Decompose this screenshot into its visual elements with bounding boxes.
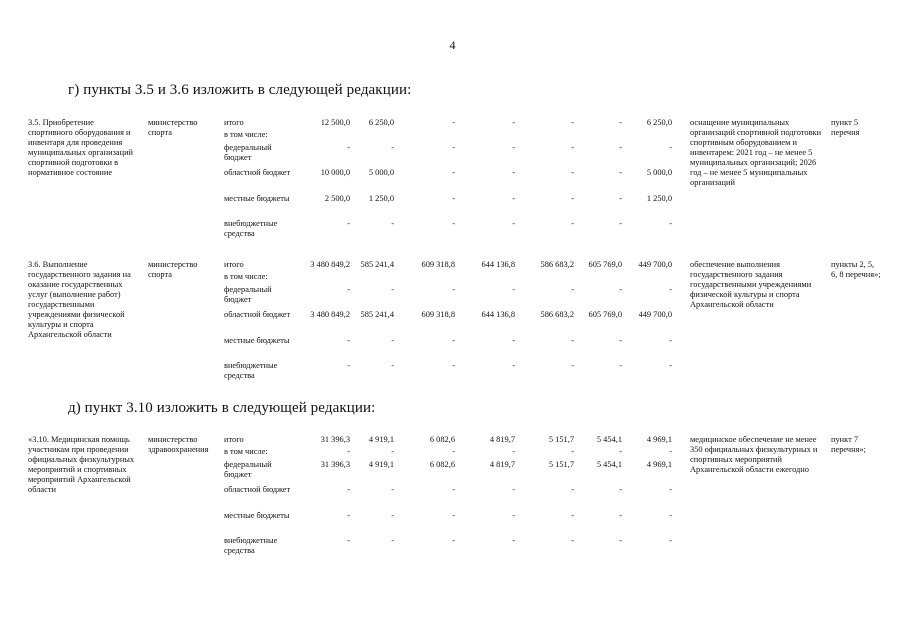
- amount-cell: 5 151,7: [548, 435, 574, 444]
- amount-cell: -: [452, 168, 455, 177]
- amount-cell: -: [452, 118, 455, 127]
- amount-cell: -: [619, 361, 622, 370]
- financing-line: [28, 272, 878, 282]
- financing-line: [28, 285, 878, 304]
- amount-cell: -: [571, 336, 574, 345]
- amount-cell: 5 454,1: [596, 435, 622, 444]
- amount-cell: -: [669, 143, 672, 152]
- amount-cell: 1 250,0: [368, 194, 394, 203]
- amount-cell: -: [669, 336, 672, 345]
- amount-cell: -: [452, 536, 455, 545]
- funding-source: итого: [224, 260, 244, 269]
- amount-cell: -: [571, 194, 574, 203]
- amount-cell: 3 480 849,2: [310, 310, 350, 319]
- amount-cell: 1 250,0: [646, 194, 672, 203]
- funding-source: в том числе:: [224, 130, 268, 139]
- amount-cell: 586 683,2: [540, 310, 574, 319]
- row-name: 3.5. Приобретение спортивного оборудования и инвентаря для проведения муниципальных организаций спортивной подготовки в нормативное состояние: [28, 118, 134, 177]
- row-name: «3.10. Медицинская помощь участникам при проведении официальных физкультурных мероприятий и спортивных мероприятий Архангельской области: [28, 435, 135, 494]
- financing-line: [28, 143, 878, 162]
- amount-cell: -: [512, 361, 515, 370]
- amount-cell: -: [347, 511, 350, 520]
- financing-line: [28, 260, 878, 270]
- amount-cell: 6 250,0: [368, 118, 394, 127]
- amount-cell: 4 819,7: [489, 460, 515, 469]
- amount-cell: -: [669, 485, 672, 494]
- financing-line: [28, 168, 878, 178]
- heading-g: г) пункты 3.5 и 3.6 изложить в следующей редакции:: [68, 82, 412, 98]
- row-goal: оснащение муниципальных организаций спортивной подготовки спортивным оборудованием и инвентарем: 2021 год – не менее 5 муниципальных организаций; 2026 год – не менее 5 муниципальных организаций: [690, 118, 822, 187]
- amount-cell: 605 769,0: [588, 310, 622, 319]
- funding-source: федеральный бюджет: [224, 143, 272, 162]
- financing-line: [28, 536, 878, 555]
- amount-cell: -: [619, 336, 622, 345]
- amount-cell: -: [619, 447, 622, 456]
- amount-cell: -: [571, 168, 574, 177]
- amount-cell: 609 318,8: [421, 310, 455, 319]
- amount-cell: -: [669, 447, 672, 456]
- amount-cell: 449 700,0: [638, 260, 672, 269]
- funding-source: внебюджетные средства: [224, 219, 278, 238]
- funding-source: областной бюджет: [224, 168, 291, 177]
- amount-cell: -: [347, 219, 350, 228]
- funding-source: внебюджетные средства: [224, 361, 278, 380]
- financing-line: [28, 511, 878, 521]
- financing-line: [28, 485, 878, 495]
- amount-cell: 31 396,3: [320, 435, 350, 444]
- row-name: 3.6. Выполнение государственного задания на оказание государственных услуг (выполнение работ) государственными учреждениями физической культуры и спорта Архангельской области: [28, 260, 131, 339]
- amount-cell: -: [619, 511, 622, 520]
- amount-cell: -: [512, 485, 515, 494]
- amount-cell: 3 480 849,2: [310, 260, 350, 269]
- financing-line: [28, 118, 878, 128]
- funding-source: федеральный бюджет: [224, 285, 272, 304]
- amount-cell: -: [669, 511, 672, 520]
- amount-cell: -: [669, 361, 672, 370]
- amount-cell: -: [619, 143, 622, 152]
- page-number: 4: [449, 38, 456, 52]
- amount-cell: 586 683,2: [540, 260, 574, 269]
- amount-cell: -: [452, 219, 455, 228]
- amount-cell: 5 151,7: [548, 460, 574, 469]
- amount-cell: 4 819,7: [489, 435, 515, 444]
- row-responsible: министерство спорта: [148, 118, 198, 137]
- amount-cell: -: [347, 285, 350, 294]
- amount-cell: -: [347, 143, 350, 152]
- row-goal: обеспечение выполнения государственного задания государственными учреждениями физической культуры и спорта Архангельской области: [690, 260, 812, 309]
- financing-line: [28, 361, 878, 380]
- financing-line: [28, 336, 878, 346]
- amount-cell: -: [619, 285, 622, 294]
- amount-cell: 10 000,0: [320, 168, 350, 177]
- amount-cell: 2 500,0: [324, 194, 350, 203]
- amount-cell: -: [452, 143, 455, 152]
- amount-cell: 4 919,1: [368, 460, 394, 469]
- funding-source: внебюджетные средства: [224, 536, 278, 555]
- funding-source: местные бюджеты: [224, 336, 290, 345]
- amount-cell: -: [571, 485, 574, 494]
- amount-cell: -: [619, 194, 622, 203]
- financing-line: [28, 219, 878, 238]
- row-reference: пункты 2, 5, 6, 8 перечня»;: [831, 260, 881, 279]
- amount-cell: -: [571, 219, 574, 228]
- amount-cell: -: [391, 447, 394, 456]
- amount-cell: 5 000,0: [368, 168, 394, 177]
- amount-cell: -: [669, 219, 672, 228]
- amount-cell: -: [391, 485, 394, 494]
- financing-line: [28, 447, 878, 457]
- funding-source: областной бюджет: [224, 310, 291, 319]
- amount-cell: -: [452, 361, 455, 370]
- amount-cell: 5 000,0: [646, 168, 672, 177]
- funding-source: областной бюджет: [224, 485, 291, 494]
- amount-cell: -: [512, 336, 515, 345]
- amount-cell: -: [619, 118, 622, 127]
- amount-cell: -: [512, 285, 515, 294]
- amount-cell: 644 136,8: [481, 310, 515, 319]
- row-responsible: министерство здравоохранения: [148, 435, 209, 454]
- amount-cell: -: [571, 143, 574, 152]
- amount-cell: -: [452, 194, 455, 203]
- amount-cell: -: [619, 485, 622, 494]
- amount-cell: 4 969,1: [646, 435, 672, 444]
- funding-source: федеральный бюджет: [224, 460, 272, 479]
- amount-cell: -: [512, 143, 515, 152]
- row-goal: медицинское обеспечение не менее 350 официальных физкультурных и спортивных мероприятий Архангельской области ежегодно: [690, 435, 818, 474]
- financing-line: [28, 460, 878, 479]
- amount-cell: -: [391, 336, 394, 345]
- amount-cell: 31 396,3: [320, 460, 350, 469]
- amount-cell: -: [391, 219, 394, 228]
- amount-cell: -: [571, 511, 574, 520]
- amount-cell: -: [512, 447, 515, 456]
- amount-cell: -: [512, 219, 515, 228]
- amount-cell: -: [347, 447, 350, 456]
- amount-cell: -: [347, 361, 350, 370]
- amount-cell: -: [512, 536, 515, 545]
- amount-cell: -: [669, 285, 672, 294]
- amount-cell: -: [347, 536, 350, 545]
- amount-cell: -: [512, 194, 515, 203]
- amount-cell: -: [452, 285, 455, 294]
- funding-source: в том числе:: [224, 447, 268, 456]
- amount-cell: -: [669, 536, 672, 545]
- amount-cell: -: [452, 511, 455, 520]
- amount-cell: -: [619, 168, 622, 177]
- amount-cell: -: [347, 485, 350, 494]
- amount-cell: 6 082,6: [429, 435, 455, 444]
- amount-cell: 609 318,8: [421, 260, 455, 269]
- funding-source: местные бюджеты: [224, 511, 290, 520]
- amount-cell: -: [571, 536, 574, 545]
- financing-line: [28, 130, 878, 140]
- amount-cell: -: [571, 447, 574, 456]
- amount-cell: 644 136,8: [481, 260, 515, 269]
- amount-cell: -: [347, 336, 350, 345]
- amount-cell: 4 919,1: [368, 435, 394, 444]
- amount-cell: 6 250,0: [646, 118, 672, 127]
- amount-cell: 6 082,6: [429, 460, 455, 469]
- amount-cell: -: [452, 485, 455, 494]
- amount-cell: 449 700,0: [638, 310, 672, 319]
- amount-cell: -: [619, 219, 622, 228]
- amount-cell: 585 241,4: [360, 260, 394, 269]
- amount-cell: -: [512, 118, 515, 127]
- financing-line: [28, 310, 878, 320]
- amount-cell: -: [571, 118, 574, 127]
- amount-cell: 12 500,0: [320, 118, 350, 127]
- amount-cell: -: [571, 361, 574, 370]
- funding-source: местные бюджеты: [224, 194, 290, 203]
- amount-cell: 605 769,0: [588, 260, 622, 269]
- amount-cell: -: [391, 361, 394, 370]
- amount-cell: 4 969,1: [646, 460, 672, 469]
- amount-cell: -: [391, 143, 394, 152]
- amount-cell: 5 454,1: [596, 460, 622, 469]
- row-reference: пункт 7 перечня»;: [831, 435, 866, 454]
- amount-cell: 585 241,4: [360, 310, 394, 319]
- row-responsible: министерство спорта: [148, 260, 198, 279]
- financing-line: [28, 194, 878, 204]
- financing-line: [28, 435, 878, 445]
- amount-cell: -: [452, 336, 455, 345]
- funding-source: итого: [224, 118, 244, 127]
- row-reference: пункт 5 перечня: [831, 118, 860, 137]
- heading-d: д) пункт 3.10 изложить в следующей редакции:: [68, 400, 376, 416]
- amount-cell: -: [452, 447, 455, 456]
- amount-cell: -: [619, 536, 622, 545]
- amount-cell: -: [391, 511, 394, 520]
- amount-cell: -: [571, 285, 574, 294]
- amount-cell: -: [512, 168, 515, 177]
- amount-cell: -: [512, 511, 515, 520]
- funding-source: итого: [224, 435, 244, 444]
- amount-cell: -: [391, 536, 394, 545]
- amount-cell: -: [391, 285, 394, 294]
- funding-source: в том числе:: [224, 272, 268, 281]
